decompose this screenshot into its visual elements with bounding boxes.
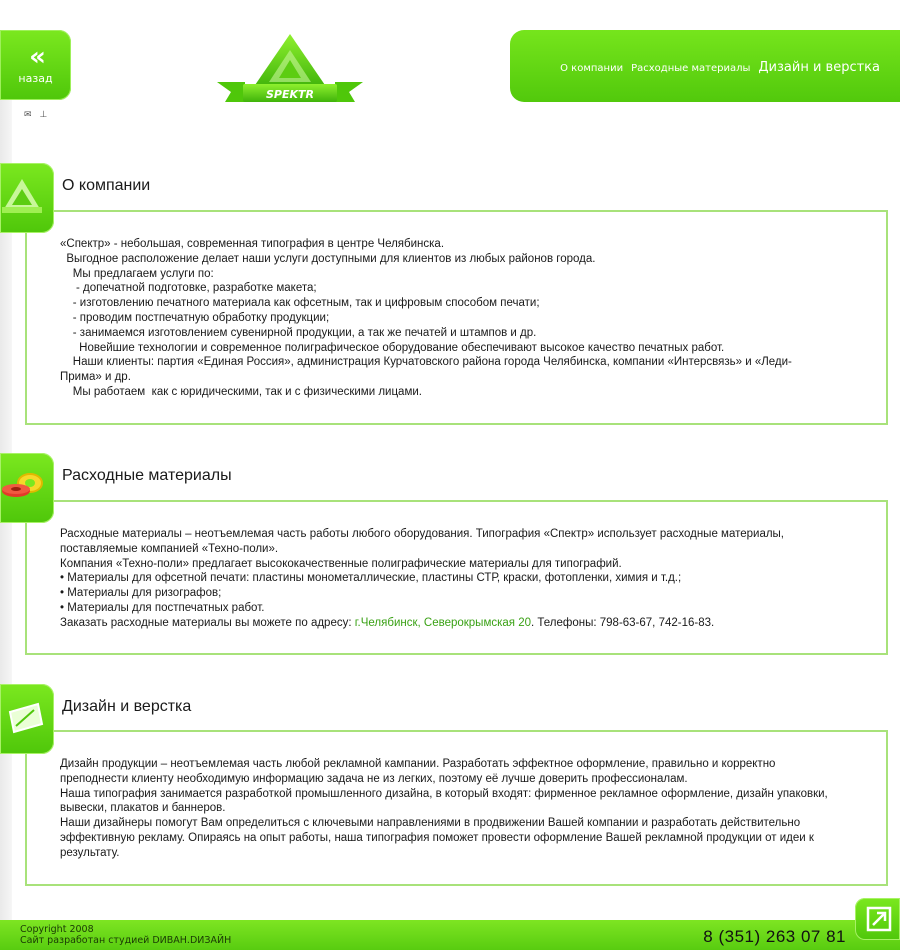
text-line: Наши клиенты: партия «Единая Россия», администрация Курчатовского района города Челябинска, компании «Интерсвязь» и «Леди-: [60, 356, 792, 369]
about-text: [60, 237, 860, 400]
text-line: Дизайн продукции – неотъемлемая часть любой рекламной кампании. Разработать эффектное оформление, правильно и корректно: [60, 758, 776, 770]
back-button[interactable]: [0, 30, 71, 100]
external-link-icon: [855, 898, 900, 940]
text-line: поставляемые компанией «Техно-поли».: [60, 542, 279, 555]
nav-about[interactable]: О компании: [560, 63, 624, 74]
site-logo[interactable]: [215, 32, 365, 108]
text-line: • Материалы для ризографов;: [60, 587, 222, 600]
triangle-logo-icon: [0, 163, 54, 233]
spektr-logo-icon: [215, 32, 365, 108]
sitemap-icon[interactable]: ⊥: [39, 110, 48, 120]
header-mini-icons: [24, 110, 47, 120]
footer: [0, 920, 900, 950]
text-line: Компания «Техно-поли» предлагает высококачественные полиграфические материалы для типографий.: [60, 557, 622, 570]
text-line: - проводим постпечатную обработку продукции;: [60, 311, 330, 324]
text-line: Прима» и др.: [60, 371, 131, 384]
text-line: «Спектр» - небольшая, современная типография в центре Челябинска.: [60, 238, 445, 250]
text-line: Расходные материалы – неотъемлемая часть работы любого оборудования. Типография «Спектр» использует расходные материалы,: [60, 528, 785, 540]
logo-text: SPEKTR: [266, 88, 314, 101]
back-label: назад: [18, 72, 53, 85]
design-title: Дизайн и верстка: [62, 698, 192, 715]
about-section-tab: [0, 163, 54, 233]
materials-text: [60, 527, 860, 631]
text-line: Мы работаем как с юридическими, так и с физическими лицами.: [60, 385, 422, 398]
tape-roll-icon: [0, 453, 54, 523]
order-line: [60, 616, 860, 631]
text-line: • Материалы для постпечатных работ.: [60, 601, 265, 614]
text-line: вывески, плакатов и баннеров.: [60, 802, 226, 815]
about-title: О компании: [62, 177, 151, 194]
materials-section-tab: [0, 453, 54, 523]
address-link[interactable]: г.Челябинск, Северокрымская 20: [354, 616, 531, 629]
mail-icon[interactable]: ✉: [24, 110, 32, 120]
footer-phone: 8 (351) 263 07 81: [703, 927, 846, 946]
text-line: • Материалы для офсетной печати: пластины монометаллические, пластины СТР, краски, фотопленки, химия и т.д.;: [60, 572, 682, 585]
design-text: [60, 757, 860, 861]
text-line: Мы предлагаем услуги по:: [60, 267, 214, 280]
text-line: Наша типография занимается разработкой промышленного дизайна, в который входят: фирменное рекламное оформление, дизайн упаковки,: [60, 787, 828, 800]
text-line: - изготовлению печатного материала как офсетным, так и цифровым способом печати;: [60, 297, 540, 310]
text-line: - занимаемся изготовлением сувенирной продукции, а так же печатей и штампов и др.: [60, 326, 537, 339]
top-navigation: [510, 30, 900, 102]
text-line: - допечатной подготовке, разработке макета;: [60, 282, 317, 295]
studio-credit[interactable]: Сайт разработан студией DИВАН.DИЗАЙН: [20, 935, 232, 946]
nav-materials[interactable]: Расходные материалы: [631, 63, 751, 74]
design-frame-icon: [0, 684, 54, 754]
text-line: Новейшие технологии и современное полиграфическое оборудование обеспечивают высокое качество печатных работ.: [60, 341, 725, 354]
text-line: результату.: [60, 846, 120, 859]
external-link-button[interactable]: [855, 898, 900, 940]
footer-copyright-block: [20, 924, 231, 946]
order-suffix: . Телефоны: 798-63-67, 742-16-83.: [531, 616, 715, 629]
nav-design[interactable]: Дизайн и верстка: [758, 60, 880, 75]
text-line: Выгодное расположение делает наши услуги доступными для клиентов из любых районов города.: [60, 252, 596, 265]
design-section-tab: [0, 684, 54, 754]
copyright: Copyright 2008: [20, 924, 94, 935]
text-line: эффективную рекламу. Опираясь на опыт работы, наша типография поможет провести оформление Вашей рекламной продукции от идеи к: [60, 831, 814, 844]
materials-title: Расходные материалы: [62, 467, 232, 484]
order-prefix: Заказать расходные материалы вы можете по адресу:: [60, 616, 355, 629]
text-line: Наши дизайнеры помогут Вам определиться с ключевыми направлениями в продвижении Вашей компании и разработать действительно: [60, 817, 801, 830]
double-chevron-left-icon: «: [29, 42, 42, 72]
text-line: преподнести клиенту необходимую информацию задача не из легких, поэтому её лучше доверить профессионалам.: [60, 772, 688, 785]
